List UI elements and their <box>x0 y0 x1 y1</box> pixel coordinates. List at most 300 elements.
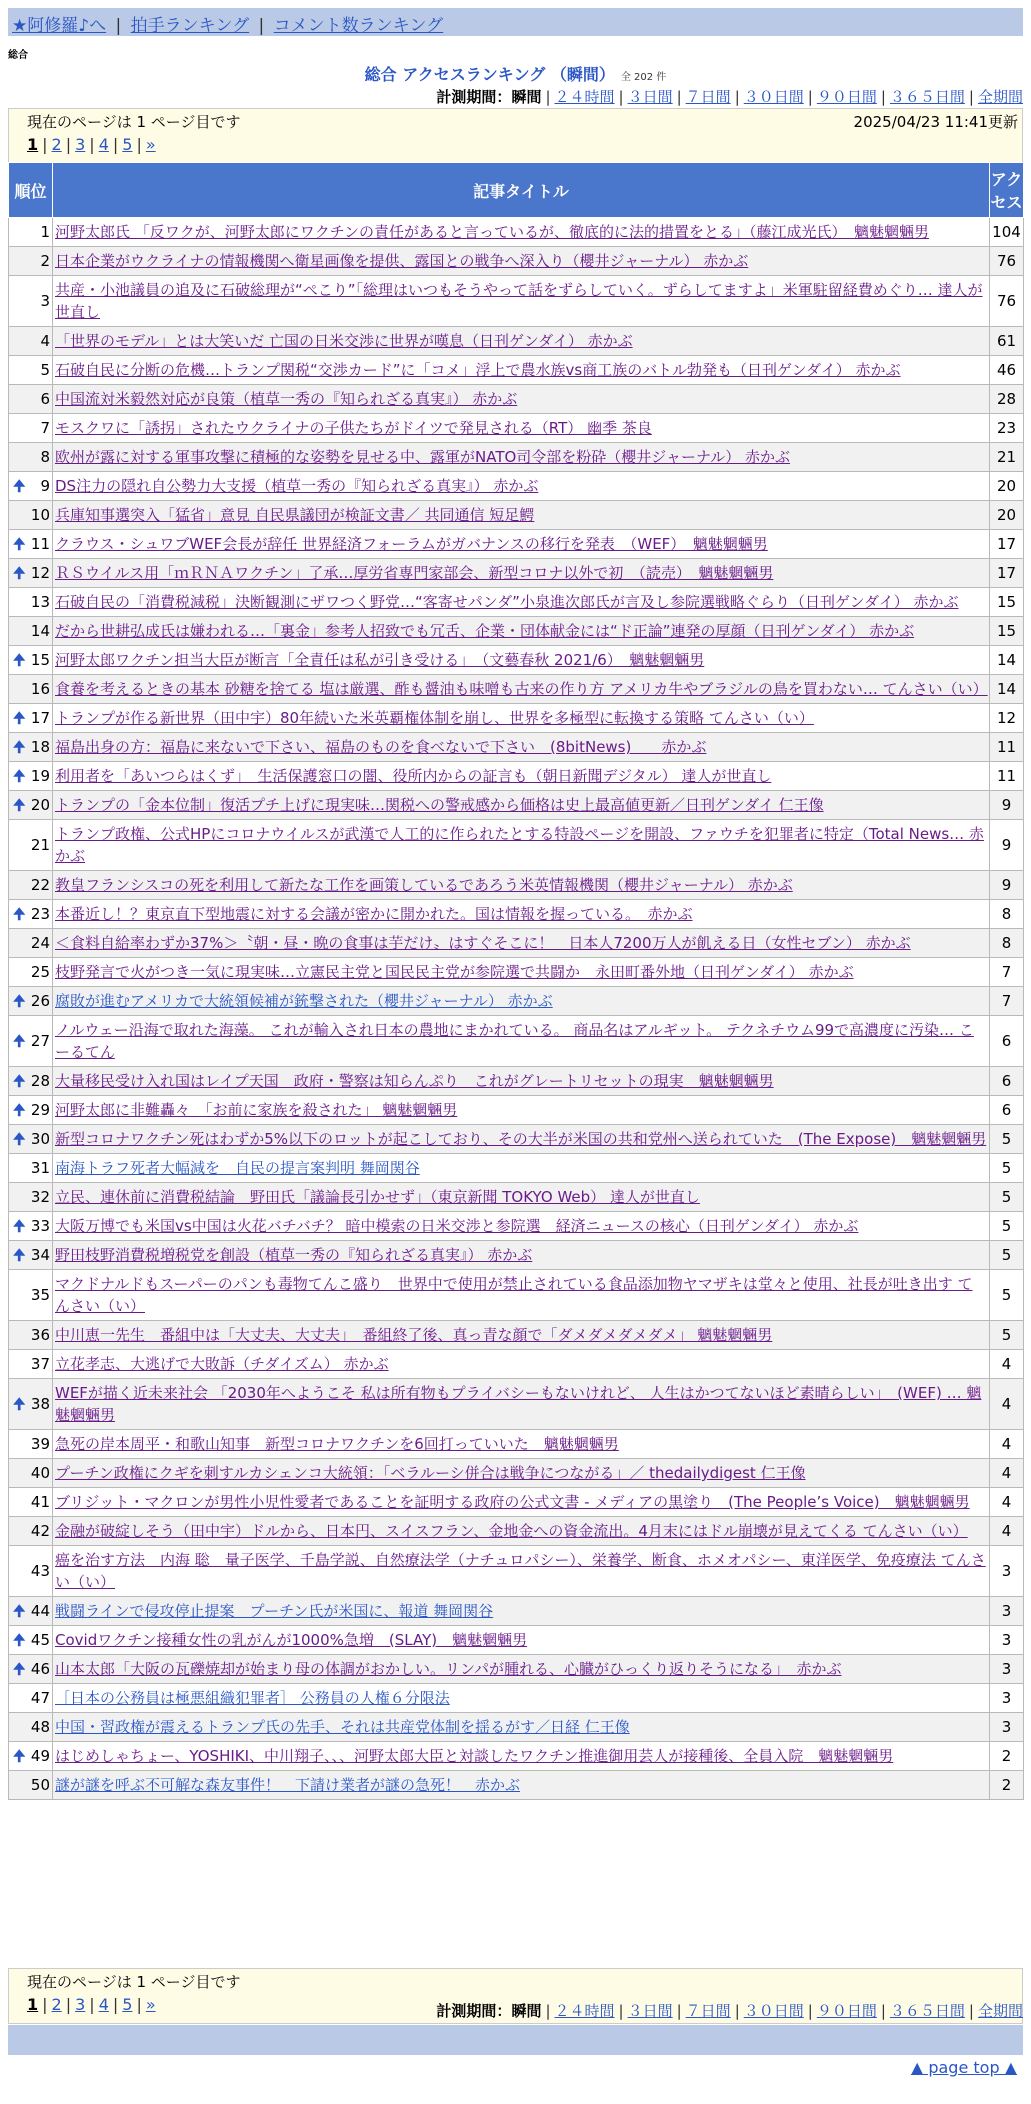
up-arrow-icon: 🠉 <box>13 1101 26 1119</box>
article-link[interactable]: 共産・小池議員の追及に石破総理が“ぺこり”「総理はいつもそうやって話をずらしていく。ずらしてますよ」米軍駐留経費めぐり… 達人が世直し <box>55 281 983 321</box>
article-link[interactable]: はじめしゃちょー、YOSHIKI、中川翔子、、、河野太郎大臣と対談したワクチン推進御用芸人が接種後、全員入院 魑魅魍魎男 <box>55 1747 894 1765</box>
article-link[interactable]: DS注力の隠れ自公勢力大支援（植草一秀の『知られざる真実』） 赤かぶ <box>55 477 539 495</box>
rank-cell <box>9 327 53 356</box>
rank-cell <box>9 1016 53 1067</box>
article-link[interactable]: マクドナルドもスーパーのパンも毒物てんこ盛り 世界中で使用が禁止されている食品添加物ヤマザキは堂々と使用、社長が吐き出す てんさい（い） <box>55 1275 973 1315</box>
period-separator: | <box>676 2002 682 2020</box>
access-count: 20 <box>990 472 1024 501</box>
table-row <box>9 530 1024 559</box>
article-link[interactable]: 河野太郎ワクチン担当大臣が断言「全責任は私が引き受ける」 （文藝春秋 2021/6） 魑魅魍魎男 <box>55 651 705 669</box>
access-count: 5 <box>990 1183 1024 1212</box>
table-header-row <box>9 163 1024 218</box>
article-link[interactable]: 野田枝野消費税増税党を創設（植草一秀の『知られざる真実』） 赤かぶ <box>55 1246 533 1264</box>
period-separator: | <box>676 88 682 106</box>
title-cell <box>53 530 990 559</box>
rank-number: 33 <box>30 1217 50 1235</box>
page-separator: | <box>42 1995 48 2014</box>
ranking-title: 総合 アクセスランキング （瞬間） <box>364 65 615 84</box>
access-count: 14 <box>990 675 1024 704</box>
article-link[interactable]: 新型コロナワクチン死はわずか5%以下のロットが起こしており、その大半が米国の共和党州へ送られていた (The Expose) 魑魅魍魎男 <box>55 1130 987 1148</box>
page-link[interactable]: 4 <box>98 1995 109 2014</box>
title-cell <box>53 1350 990 1379</box>
rank-cell <box>9 1597 53 1626</box>
title-cell <box>53 1713 990 1742</box>
period-option-link[interactable]: ７日間 <box>685 2002 731 2020</box>
rank-number: 5 <box>40 361 50 379</box>
rank-number: 41 <box>30 1493 50 1511</box>
rank-cell <box>9 1067 53 1096</box>
title-cell <box>53 820 990 871</box>
title-cell <box>53 987 990 1016</box>
rank-cell <box>9 1183 53 1212</box>
period-label: 計測期間： <box>436 2002 512 2020</box>
rank-cell <box>9 733 53 762</box>
article-link[interactable]: 福島出身の方：福島に来ないで下さい、福島のものを食べないで下さい (8bitNews) 赤かぶ <box>55 738 707 756</box>
article-link[interactable]: 石破自民に分断の危機…トランプ関税“交渉カード”に「コメ」浮上で農水族vs商工族のバトル勃発も（日刊ゲンダイ） 赤かぶ <box>55 361 901 379</box>
title-cell <box>53 218 990 247</box>
title-cell <box>53 1546 990 1597</box>
title-cell <box>53 1430 990 1459</box>
title-cell <box>53 501 990 530</box>
access-count: 6 <box>990 1016 1024 1067</box>
table-row <box>9 1350 1024 1379</box>
article-link[interactable]: 謎が謎を呼ぶ不可解な森友事件！ 下請け業者が謎の急死！ 赤かぶ <box>55 1776 521 1794</box>
title-cell <box>53 646 990 675</box>
rank-number: 19 <box>30 767 50 785</box>
rank-number: 34 <box>30 1246 50 1264</box>
page-link[interactable]: 3 <box>75 1995 86 2014</box>
period-separator: | <box>734 2002 740 2020</box>
rank-cell <box>9 617 53 646</box>
rank-number: 48 <box>30 1718 50 1736</box>
article-link[interactable]: WEFが描く近未来社会 「2030年へようこそ 私は所有物もプライバシーもないけれど、 人生はかつてないほど素晴らしい」 (WEF) … 魑魅魍魎男 <box>55 1384 982 1424</box>
rank-cell <box>9 1517 53 1546</box>
title-cell <box>53 1067 990 1096</box>
title-cell <box>53 733 990 762</box>
access-count: 8 <box>990 929 1024 958</box>
period-separator: | <box>880 88 886 106</box>
title-cell <box>53 1154 990 1183</box>
access-count: 46 <box>990 356 1024 385</box>
rank-number: 27 <box>30 1032 50 1050</box>
article-link[interactable]: ＜食料自給率わずか37%＞〝朝・昼・晩の食事は芋だけ〟はすぐそこに！ 日本人7200万人が飢える日（女性セブン） 赤かぶ <box>55 934 911 952</box>
title-cell <box>53 791 990 820</box>
table-row <box>9 1517 1024 1546</box>
article-link[interactable]: 癌を治す方法 内海 聡 量子医学、千島学説、自然療法学（ナチュロパシー）、栄養学、断食、ホメオパシー、東洋医学、免疫療法 てんさい（い） <box>55 1551 986 1591</box>
access-count: 17 <box>990 559 1024 588</box>
article-link[interactable]: クラウス・シュワブWEF会長が辞任 世界経済フォーラムがガバナンスの移行を発表 （WEF） 魑魅魍魎男 <box>55 535 768 553</box>
page-link[interactable]: 2 <box>51 1995 62 2014</box>
period-separator: | <box>545 88 551 106</box>
table-row <box>9 646 1024 675</box>
table-row <box>9 958 1024 987</box>
rank-number: 13 <box>30 593 50 611</box>
rank-cell <box>9 871 53 900</box>
table-row <box>9 617 1024 646</box>
article-link[interactable]: 河野太郎に非難轟々 「お前に家族を殺された」 魑魅魍魎男 <box>55 1101 458 1119</box>
period-option-link[interactable]: ３０日間 <box>743 88 804 106</box>
rank-header: 順位 <box>9 163 53 218</box>
period-option-link[interactable]: ３日間 <box>627 2002 673 2020</box>
title-cell <box>53 559 990 588</box>
rank-cell <box>9 356 53 385</box>
rank-number: 39 <box>30 1435 50 1453</box>
rank-number: 7 <box>40 419 50 437</box>
article-link[interactable]: 中国・習政権が震えるトランプ氏の先手、それは共産党体制を揺るがす／日経 仁王像 <box>55 1718 630 1736</box>
rank-cell <box>9 791 53 820</box>
up-arrow-icon: 🠉 <box>13 796 26 814</box>
table-row <box>9 1430 1024 1459</box>
access-count: 5 <box>990 1241 1024 1270</box>
rank-number: 28 <box>30 1072 50 1090</box>
table-row <box>9 1183 1024 1212</box>
article-link[interactable]: モスクワに「誘拐」されたウクライナの子供たちがドイツで発見される（RT） 幽季 茶良 <box>55 419 652 437</box>
current-page-number: 1 <box>27 135 39 154</box>
table-row <box>9 588 1024 617</box>
rank-cell <box>9 929 53 958</box>
article-link[interactable]: 大量移民受け入れ国はレイプ天国 政府・警察は知らんぷり これがグレートリセットの現実 魑魅魍魎男 <box>55 1072 774 1090</box>
article-link[interactable]: 利用者を「あいつらはくず」 生活保護窓口の闇、役所内からの証言も（朝日新聞デジタル） 達人が世直し <box>55 767 772 785</box>
access-count: 20 <box>990 501 1024 530</box>
period-selector-bottom <box>436 2000 1023 2021</box>
page-separator: | <box>42 135 48 154</box>
period-separator: | <box>618 2002 624 2020</box>
rank-cell <box>9 472 53 501</box>
table-row <box>9 820 1024 871</box>
rank-number: 37 <box>30 1355 50 1373</box>
rank-cell <box>9 1771 53 1800</box>
rank-number: 4 <box>40 332 50 350</box>
article-link[interactable]: トランプ政権、公式HPにコロナウイルスが武漢で人工的に作られたとする特設ページを開設、ファウチを犯罪者に特定（Total News… 赤かぶ <box>55 825 984 865</box>
article-link[interactable]: 「世界のモデル」とは大笑いだ 亡国の日米交渉に世界が嘆息（日刊ゲンダイ） 赤かぶ <box>55 332 633 350</box>
rank-number: 44 <box>30 1602 50 1620</box>
table-row <box>9 1655 1024 1684</box>
access-count: 5 <box>990 1154 1024 1183</box>
rank-cell <box>9 588 53 617</box>
period-selector <box>436 86 1023 107</box>
page-link[interactable]: 4 <box>98 135 109 154</box>
article-link[interactable]: Covidワクチン接種女性の乳がんが1000%急増 (SLAY) 魑魅魍魎男 <box>55 1631 528 1649</box>
article-link[interactable]: 立花孝志、大逃げで大敗訴（チダイズム） 赤かぶ <box>55 1355 389 1373</box>
up-arrow-icon: 🠉 <box>13 1631 26 1649</box>
table-row <box>9 733 1024 762</box>
rank-number: 50 <box>30 1776 50 1794</box>
rank-number: 36 <box>30 1326 50 1344</box>
access-count: 5 <box>990 1212 1024 1241</box>
up-arrow-icon: 🠉 <box>13 1217 26 1235</box>
rank-cell <box>9 958 53 987</box>
title-cell <box>53 1488 990 1517</box>
rank-number: 15 <box>30 651 50 669</box>
article-link[interactable]: 南海トラフ死者大幅減を 自民の提言案判明 舞岡関谷 <box>55 1159 420 1177</box>
rank-number: 24 <box>30 934 50 952</box>
rank-number: 10 <box>30 506 50 524</box>
table-row <box>9 1154 1024 1183</box>
access-count: 5 <box>990 1321 1024 1350</box>
article-link[interactable]: 枝野発言で火がつき一気に現実味…立憲民主党と国民民主党が参院選で共闘か 永田町番外地（日刊ゲンダイ） 赤かぶ <box>55 963 854 981</box>
table-row <box>9 1684 1024 1713</box>
table-row <box>9 675 1024 704</box>
page-separator: | <box>136 1995 142 2014</box>
article-link[interactable]: トランプの「金本位制」復活プチ上げに現実味…関税への警戒感から価格は史上最高値更新／日刊ゲンダイ 仁王像 <box>55 796 824 814</box>
current-page-text: 現在のページは 1 ページ目です <box>27 1973 241 1991</box>
period-option-link[interactable]: ３６５日間 <box>889 2002 965 2020</box>
table-row <box>9 218 1024 247</box>
article-link[interactable]: 教皇フランシスコの死を利用して新たな工作を画策しているであろう米英情報機関（櫻井ジャーナル） 赤かぶ <box>55 876 793 894</box>
title-cell <box>53 1742 990 1771</box>
page-top-link[interactable]: ▲ page top ▲ <box>910 2058 1017 2077</box>
table-row <box>9 1016 1024 1067</box>
page-status-line <box>27 1971 1004 1995</box>
article-link[interactable]: 中川恵一先生 番組中は「大丈夫、大丈夫」 番組終了後、真っ青な顔で「ダメダメダメダメ」 魑魅魍魎男 <box>55 1326 773 1344</box>
table-row <box>9 871 1024 900</box>
title-cell <box>53 414 990 443</box>
article-link[interactable]: 日本企業がウクライナの情報機関へ衛星画像を提供、露国との戦争へ深入り（櫻井ジャーナル） 赤かぶ <box>55 252 749 270</box>
article-link[interactable]: 食養を考えるときの基本 砂糖を捨てる 塩は厳選、酢も醤油も味噌も古来の作り方 アメリカ牛やブラジルの鳥を買わない… てんさい（い） <box>55 680 988 698</box>
table-row <box>9 247 1024 276</box>
rank-number: 25 <box>30 963 50 981</box>
table-row <box>9 559 1024 588</box>
access-count: 61 <box>990 327 1024 356</box>
article-link[interactable]: 金融が破綻しそう（田中宇）ドルから、日本円、スイスフラン、金地金への資金流出。4月末にはドル崩壊が見えてくる てんさい（い） <box>55 1522 968 1540</box>
title-cell <box>53 871 990 900</box>
period-option-link[interactable]: ３６５日間 <box>889 88 965 106</box>
table-row <box>9 1241 1024 1270</box>
table-row <box>9 356 1024 385</box>
access-count: 23 <box>990 414 1024 443</box>
title-cell <box>53 617 990 646</box>
home-link[interactable]: ★阿修羅♪へ <box>12 16 107 36</box>
table-row <box>9 1321 1024 1350</box>
article-link[interactable]: 腐敗が進むアメリカで大統領候補が銃撃された（櫻井ジャーナル） 赤かぶ <box>55 992 553 1010</box>
period-option-link[interactable]: ３０日間 <box>743 2002 804 2020</box>
rank-number: 26 <box>30 992 50 1010</box>
rank-cell <box>9 1684 53 1713</box>
article-link[interactable]: ブリジット・マクロンが男性小児性愛者であることを証明する政府の公式文書 - メディアの黒塗り (The People’s Voice) 魑魅魍魎男 <box>55 1493 970 1511</box>
nav-separator: | <box>115 16 122 36</box>
up-arrow-icon: 🠉 <box>13 1602 26 1620</box>
page-link[interactable]: 2 <box>51 135 62 154</box>
rank-number: 16 <box>30 680 50 698</box>
article-link[interactable]: プーチン政権にクギを刺すルカシェンコ大統領：「ベラルーシ併合は戦争につながる」／ thedailydigest 仁王像 <box>55 1464 806 1482</box>
access-count: 12 <box>990 704 1024 733</box>
access-count: 3 <box>990 1546 1024 1597</box>
title-cell <box>53 1459 990 1488</box>
table-row <box>9 929 1024 958</box>
access-count: 9 <box>990 871 1024 900</box>
table-row <box>9 791 1024 820</box>
up-arrow-icon: 🠉 <box>13 709 26 727</box>
table-row <box>9 1597 1024 1626</box>
access-count: 4 <box>990 1350 1024 1379</box>
table-row <box>9 472 1024 501</box>
title-cell <box>53 1212 990 1241</box>
rank-number: 23 <box>30 905 50 923</box>
current-page-number: 1 <box>27 1995 39 2014</box>
up-arrow-icon: 🠉 <box>13 477 26 495</box>
article-link[interactable]: 石破自民の「消費税減税」決断観測にザワつく野党…“客寄せパンダ”小泉進次郎氏が言及し参院選戦略ぐらり（日刊ゲンダイ） 赤かぶ <box>55 593 959 611</box>
rank-cell <box>9 1459 53 1488</box>
access-count: 104 <box>990 218 1024 247</box>
table-row <box>9 704 1024 733</box>
page-separator: | <box>136 135 142 154</box>
access-count: 15 <box>990 588 1024 617</box>
access-count: 6 <box>990 1067 1024 1096</box>
page-status-line <box>27 111 1018 135</box>
rank-number: 45 <box>30 1631 50 1649</box>
rank-cell <box>9 675 53 704</box>
page-separator: | <box>65 135 72 154</box>
rank-number: 2 <box>40 252 50 270</box>
title-cell <box>53 929 990 958</box>
rank-number: 18 <box>30 738 50 756</box>
article-link[interactable]: 立民、連休前に消費税結論 野田氏「議論長引かせず」（東京新聞 TOKYO Web） 達人が世直し <box>55 1188 700 1206</box>
period-option-link[interactable]: ３日間 <box>627 88 673 106</box>
period-current: 瞬間 <box>511 88 542 106</box>
title-cell <box>53 472 990 501</box>
rank-cell <box>9 1125 53 1154</box>
period-label: 計測期間： <box>436 88 512 106</box>
access-header: アク セス <box>990 163 1024 218</box>
up-arrow-icon: 🠉 <box>13 651 26 669</box>
access-count: 4 <box>990 1430 1024 1459</box>
up-arrow-icon: 🠉 <box>13 1246 26 1264</box>
rank-number: 46 <box>30 1660 50 1678</box>
period-option-link[interactable]: ９０日間 <box>816 2002 877 2020</box>
access-count: 28 <box>990 385 1024 414</box>
access-count: 11 <box>990 762 1024 791</box>
rank-number: 42 <box>30 1522 50 1540</box>
rank-cell <box>9 1488 53 1517</box>
article-link[interactable]: 本番近し！？東京直下型地震に対する会議が密かに開かれた。国は情報を握っている。 赤かぶ <box>55 905 693 923</box>
up-arrow-icon: 🠉 <box>13 535 26 553</box>
comment-ranking-link[interactable]: コメント数ランキング <box>273 16 444 36</box>
article-link[interactable]: 兵庫知事選突入「猛省」意見 自民県議団が検証文書／ 共同通信 短足鰐 <box>55 506 535 524</box>
rank-cell <box>9 704 53 733</box>
rank-number: 1 <box>40 223 50 241</box>
period-option-link[interactable]: ２４時間 <box>554 88 615 106</box>
up-arrow-icon: 🠉 <box>13 1032 26 1050</box>
title-cell <box>53 1684 990 1713</box>
page-separator: | <box>89 1995 95 2014</box>
article-link[interactable]: 山本太郎「大阪の瓦礫焼却が始まり母の体調がおかしい。リンパが腫れる、心臓がひっくり返りそうになる」 赤かぶ <box>55 1660 842 1678</box>
rank-number: 38 <box>30 1395 50 1413</box>
page-separator: | <box>65 1995 72 2014</box>
rank-cell <box>9 443 53 472</box>
rank-cell <box>9 1321 53 1350</box>
up-arrow-icon: 🠉 <box>13 738 26 756</box>
rank-cell <box>9 762 53 791</box>
title-cell <box>53 900 990 929</box>
title-cell <box>53 356 990 385</box>
rank-cell <box>9 1713 53 1742</box>
period-option-link[interactable]: 全期間 <box>977 88 1023 106</box>
article-link[interactable]: 中国流対米毅然対応が良策（植草一秀の『知られざる真実』） 赤かぶ <box>55 390 518 408</box>
pagination-box <box>8 108 1023 164</box>
article-link[interactable]: 欧州が露に対する軍事攻撃に積極的な姿勢を見せる中、露軍がNATO司令部を粉砕（櫻井ジャーナル） 赤かぶ <box>55 448 791 466</box>
period-current: 瞬間 <box>511 2002 542 2020</box>
rank-number: 8 <box>40 448 50 466</box>
article-link[interactable]: 大阪万博でも米国vs中国は火花バチバチ？ 暗中模索の日米交渉と参院選 経済ニュースの核心（日刊ゲンダイ） 赤かぶ <box>55 1217 859 1235</box>
article-link[interactable]: 河野太郎氏 「反ワクが、河野太郎にワクチンの責任があると言っているが、徹底的に法的措置をとる」（藤江成光氏） 魑魅魍魎男 <box>55 223 930 241</box>
rank-cell <box>9 385 53 414</box>
rank-number: 29 <box>30 1101 50 1119</box>
period-option-link[interactable]: 全期間 <box>977 2002 1023 2020</box>
rank-cell <box>9 276 53 327</box>
title-cell <box>53 1379 990 1430</box>
page-separator: | <box>112 135 119 154</box>
period-separator: | <box>968 2002 974 2020</box>
period-option-link[interactable]: ２４時間 <box>554 2002 615 2020</box>
title-cell <box>53 1597 990 1626</box>
article-link[interactable]: 急死の岸本周平・和歌山知事 新型コロナワクチンを6回打っていいた 魑魅魍魎男 <box>55 1435 619 1453</box>
article-link[interactable]: ノルウェー沿海で取れた海藻。 これが輸入され日本の農地にまかれている。 商品名はアルギット。 テクネチウム99で高濃度に汚染… こーるてん <box>55 1021 974 1061</box>
access-count: 4 <box>990 1488 1024 1517</box>
rank-cell <box>9 1350 53 1379</box>
table-row <box>9 414 1024 443</box>
up-arrow-icon: 🠉 <box>13 564 26 582</box>
rank-cell <box>9 646 53 675</box>
rank-cell <box>9 559 53 588</box>
article-link[interactable]: だから世耕弘成氏は嫌われる…「裏金」参考人招致でも冗舌、企業・団体献金には“ド正論”連発の厚顔（日刊ゲンダイ） 赤かぶ <box>55 622 915 640</box>
page-link[interactable]: 5 <box>122 135 133 154</box>
table-row <box>9 1067 1024 1096</box>
next-page-link[interactable]: » <box>145 1995 156 2014</box>
title-cell <box>53 1125 990 1154</box>
article-link[interactable]: トランプが作る新世界（田中宇）80年続いた米英覇権体制を崩し、世界を多極型に転換する策略 てんさい（い） <box>55 709 814 727</box>
period-option-link[interactable]: ７日間 <box>685 88 731 106</box>
rank-cell <box>9 1270 53 1321</box>
page-link[interactable]: 5 <box>122 1995 133 2014</box>
title-cell <box>53 1517 990 1546</box>
article-link[interactable]: ［日本の公務員は極悪組織犯罪者］ 公務員の人権６分限法 <box>55 1689 450 1707</box>
clap-ranking-link[interactable]: 拍手ランキング <box>130 16 250 36</box>
title-cell <box>53 675 990 704</box>
rank-number: 14 <box>30 622 50 640</box>
rank-number: 32 <box>30 1188 50 1206</box>
period-separator: | <box>880 2002 886 2020</box>
title-cell <box>53 276 990 327</box>
title-cell <box>53 704 990 733</box>
rank-number: 12 <box>30 564 50 582</box>
access-count: 15 <box>990 617 1024 646</box>
rank-number: 49 <box>30 1747 50 1765</box>
table-row <box>9 1096 1024 1125</box>
rank-cell <box>9 987 53 1016</box>
access-count: 8 <box>990 900 1024 929</box>
article-link[interactable]: ＲＳウイルス用「ｍＲＮＡワクチン」了承…厚労省専門家部会、新型コロナ以外で初 （読売） 魑魅魍魎男 <box>55 564 774 582</box>
access-count: 9 <box>990 791 1024 820</box>
page-separator: | <box>89 135 95 154</box>
rank-cell <box>9 218 53 247</box>
rank-number: 47 <box>30 1689 50 1707</box>
access-count: 7 <box>990 958 1024 987</box>
access-count: 4 <box>990 1459 1024 1488</box>
table-row <box>9 443 1024 472</box>
up-arrow-icon: 🠉 <box>13 767 26 785</box>
rank-cell <box>9 1096 53 1125</box>
access-count: 76 <box>990 247 1024 276</box>
table-row <box>9 1488 1024 1517</box>
category-label: 総合 <box>8 50 28 61</box>
article-link[interactable]: 戦闘ラインで侵攻停止提案 プーチン氏が米国に、報道 舞岡関谷 <box>55 1602 494 1620</box>
access-count: 4 <box>990 1517 1024 1546</box>
rank-number: 31 <box>30 1159 50 1177</box>
page-link[interactable]: 3 <box>75 135 86 154</box>
table-row <box>9 1626 1024 1655</box>
period-option-link[interactable]: ９０日間 <box>816 88 877 106</box>
next-page-link[interactable]: » <box>145 135 156 154</box>
